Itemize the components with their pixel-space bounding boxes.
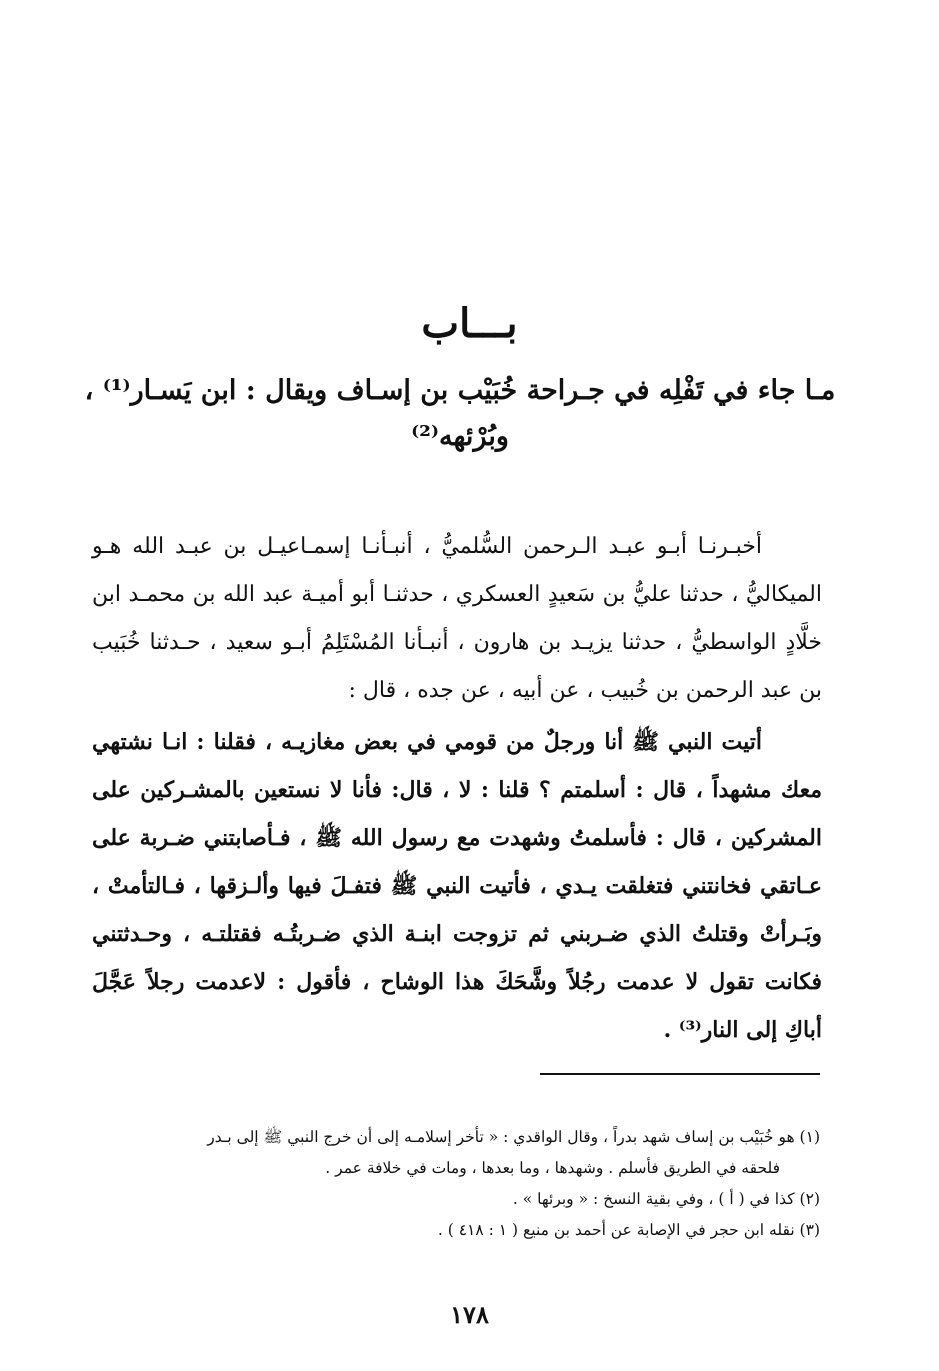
chapter-title: مـا جاء في تَفْلِه في جـراحة خُبَيْب بن إسـاف ويقال : ابن يَسـار⁽¹⁾ ، وبُرْئهه⁽²⁾ [84,375,836,452]
footnote-3: (٣) نقله ابن حجر في الإصابة عن أحمد بن منيع ( ١ : ٤١٨ ) . [437,1221,820,1239]
chapter-heading: بـــاب [421,300,518,347]
footnote-2: (٢) كذا في ( أ ) ، وفي بقية النسخ : « وبرئها » . [512,1190,820,1208]
page-number: ١٧٨ [450,1300,489,1329]
footnote-1-continuation: فلحقه في الطريق فأسلم . وشهدها ، وما بعدها ، ومات في خلافة عمر . [325,1159,780,1177]
isnad-paragraph [92,523,822,715]
footnote-divider [540,1073,820,1075]
narration-text: أتيت النبي ﷺ أنا ورجلٌ من قومي في بعض مغازيـه ، فقلنا : انـا نشتهي معك مشهداً ، قال : أسلمتم ؟ قلنا : لا ، قال: فأنا لا نستعين بالمشـركين على المشركين ، قال : فأسلمتُ وشهدت مع رسول الله ﷺ ، فـأصابتني ضـربة على عـاتقي فخانتني فتغلقت يـدي ، فأتيت النبي ﷺ فتفـلَ فيها وألـزقها ، فـالتأمتْ ، وبَـرأتْ وقتلتُ الذي ضـربني ثم تزوجت ابنـة الذي ضـربتُـه فقتلتـه ، وحـدثتني فكانت تقول لا عدمت رجُلاً وشَّحَكَ هذا الوشاح ، فأقول : لاعدمت رجلاً عَجَّلَ أباكِ إلى النار⁽³⁾ . [92,729,822,1043]
footnotes [95,1122,820,1246]
narration-paragraph [92,718,822,1054]
isnad-text: أخبـرنـا أبـو عبـد الـرحمن السُّلميُّ ، أنبـأنـا إسمـاعيـل بن عبـد الله هـو الميكاليُّ ، حدثنا عليُّ بن سَعيدٍ العسكري ، حدثنـا أبو أميـة عبد الله بن محمـد ابن خلَّادٍ الواسطيُّ ، حدثنا يزيـد بن هارون ، أنبـأنا المُسْتَلِمُ أبـو سعيد ، حـدثنا خُبَيب بن عبد الرحمن بن خُبيب ، عن أبيه ، عن جده ، قال : [92,534,822,703]
footnote-1: (١) هو خُبَيْب بن إساف شهد بدراً ، وقال الواقدي : « تأخر إسلامـه إلى أن خرج النبي ﷺ إلى بـدر [207,1128,820,1146]
